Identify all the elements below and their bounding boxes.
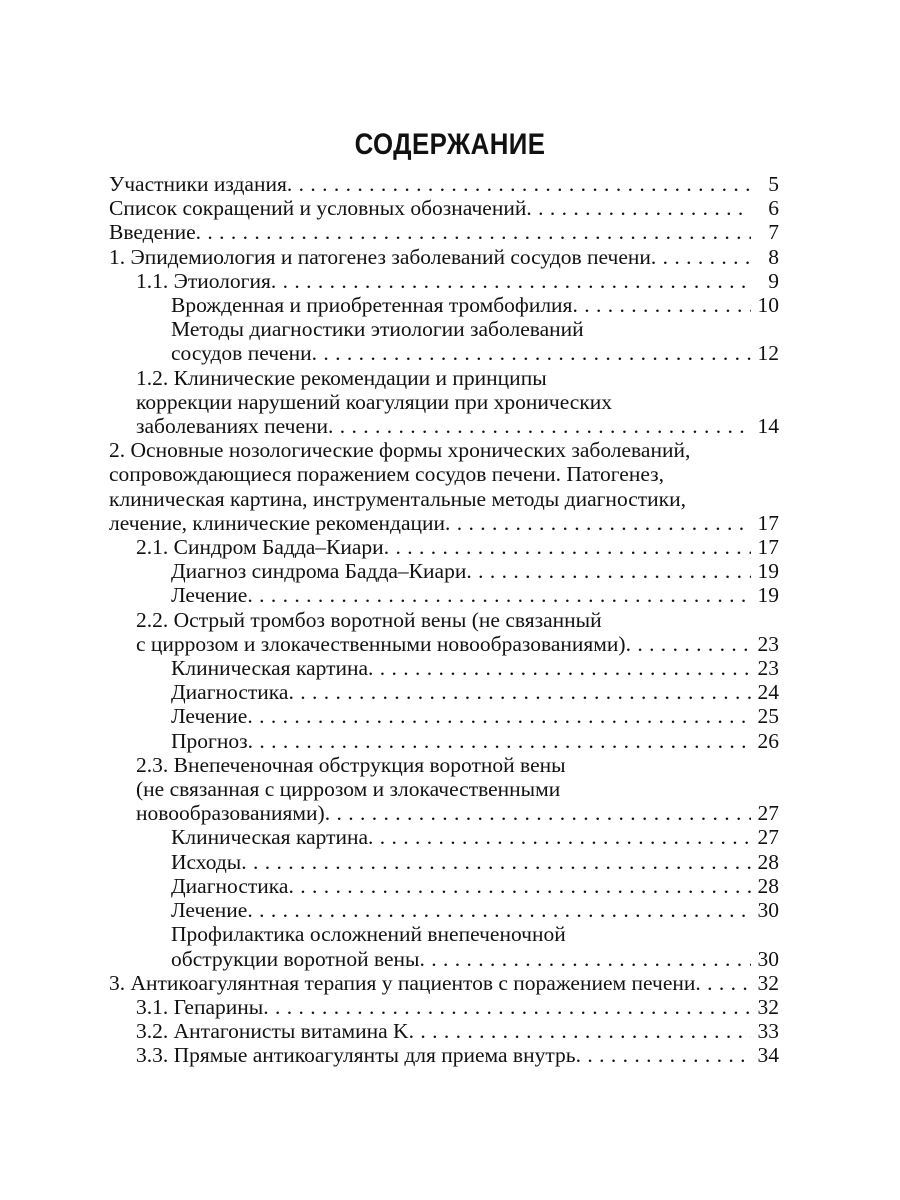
toc-entry-title-line: 2. Основные нозологические формы хронических заболеваний,: [109, 438, 691, 463]
toc-page-number: 32: [757, 970, 779, 995]
toc-page-number: 30: [757, 898, 779, 923]
toc-entry-title-line: Профилактика осложнений внепеченочной: [171, 922, 566, 947]
toc-entry-title-line: с циррозом и злокачественными новообразованиями): [136, 631, 626, 656]
toc-page-number: 19: [757, 583, 779, 608]
dot-leader: [572, 293, 751, 317]
toc-entry-title-line: клиническая картина, инструментальные методы диагностики,: [109, 486, 686, 511]
toc-entry-title-line: новообразованиями): [136, 801, 325, 826]
dot-leader: [576, 1043, 751, 1067]
toc-entry: [109, 874, 779, 898]
toc-entry: [109, 922, 779, 970]
toc-entry-title-line: Участники издания: [109, 172, 287, 196]
toc-page-number: 23: [757, 656, 779, 681]
toc-page-number: 9: [768, 268, 779, 293]
toc-entry: [109, 656, 779, 680]
toc-entry: [109, 971, 779, 995]
toc-entry-title-line: сосудов печени: [171, 341, 312, 366]
dot-leader: [196, 220, 751, 244]
toc-entry: [109, 1019, 779, 1043]
toc-page-number: 25: [757, 704, 779, 729]
toc-entry-title-line: Лечение: [171, 583, 248, 608]
toc-entry-title-line: Прогноз: [171, 728, 248, 753]
dot-leader: [288, 874, 751, 898]
toc-entry-title-line: Клиническая картина: [171, 825, 369, 850]
toc-entry-title-line: Диагностика: [171, 680, 289, 705]
toc-page-number: 8: [768, 244, 779, 269]
dot-leader: [288, 680, 751, 704]
toc-entry-title-line: Лечение: [171, 704, 248, 729]
toc-entry: [109, 196, 779, 220]
dot-leader: [695, 971, 751, 995]
toc-entry: [109, 269, 779, 293]
dot-leader: [247, 704, 751, 728]
dot-leader: [312, 341, 751, 365]
toc-page-number: 17: [757, 510, 779, 535]
toc-entry: [109, 317, 779, 365]
dot-leader: [328, 414, 751, 438]
toc-page-number: 5: [768, 172, 779, 196]
table-of-contents: [109, 172, 779, 1068]
toc-entry: [109, 293, 779, 317]
toc-entry: [109, 850, 779, 874]
toc-entry: [109, 559, 779, 583]
dot-leader: [248, 729, 751, 753]
toc-page-number: 26: [757, 728, 779, 753]
dot-leader: [384, 535, 751, 559]
toc-page-number: 28: [757, 849, 779, 874]
page-title: СОДЕРЖАНИЕ: [354, 128, 546, 161]
toc-entry: [109, 729, 779, 753]
toc-entry-title-line: Лечение: [171, 898, 248, 923]
toc-entry: [109, 680, 779, 704]
dot-leader: [419, 947, 751, 971]
dot-leader: [247, 898, 751, 922]
toc-entry-title-line: заболеваниях печени: [136, 414, 329, 439]
toc-entry-title-line: 2.1. Синдром Бадда–Киари: [136, 535, 384, 560]
toc-entry-title-line: Исходы: [171, 849, 242, 874]
toc-page-number: 34: [757, 1043, 779, 1068]
toc-entry: [109, 583, 779, 607]
toc-entry-title-line: Список сокращений и условных обозначений: [109, 196, 527, 221]
toc-entry: [109, 245, 779, 269]
toc-page-number: 30: [757, 946, 779, 971]
toc-entry-title-line: 1. Эпидемиология и патогенез заболеваний сосудов печени: [109, 244, 651, 269]
dot-leader: [445, 511, 751, 535]
toc-entry-title-line: 1.2. Клинические рекомендации и принципы: [136, 365, 547, 390]
dot-leader: [409, 1019, 751, 1043]
toc-page-number: 12: [757, 341, 779, 366]
toc-entry-title-line: коррекции нарушений коагуляции при хронических: [136, 389, 613, 414]
toc-page-number: 10: [757, 293, 779, 318]
toc-entry-title-line: Диагноз синдрома Бадда–Киари: [171, 559, 467, 584]
toc-entry: [109, 608, 779, 656]
toc-entry: [109, 172, 779, 196]
toc-entry: [109, 438, 779, 535]
toc-entry-title-line: 2.3. Внепеченочная обструкция воротной вены: [136, 752, 566, 777]
toc-entry-title-line: лечение, клинические рекомендации: [109, 510, 446, 535]
toc-entry-title-line: 1.1. Этиология: [136, 268, 271, 293]
toc-page-number: 23: [757, 631, 779, 656]
toc-entry-title-line: 3.1. Гепарины: [136, 994, 264, 1019]
dot-leader: [287, 172, 751, 196]
dot-leader: [368, 825, 751, 849]
toc-entry-title-line: сопровождающиеся поражением сосудов печени. Патогенез,: [109, 462, 665, 487]
dot-leader: [651, 245, 751, 269]
dot-leader: [466, 559, 751, 583]
toc-entry-title-line: Введение: [109, 220, 196, 245]
toc-page-number: 27: [757, 801, 779, 826]
toc-entry: [109, 1043, 779, 1067]
dot-leader: [263, 995, 751, 1019]
toc-entry: [109, 535, 779, 559]
toc-entry-title-line: 3.2. Антагонисты витамина K: [136, 1019, 409, 1044]
toc-page-number: 14: [757, 414, 779, 439]
dot-leader: [271, 269, 751, 293]
toc-entry: [109, 753, 779, 826]
toc-page-number: 32: [757, 994, 779, 1019]
toc-entry-title-line: 2.2. Острый тромбоз воротной вены (не связанный: [136, 607, 602, 632]
toc-entry: [109, 366, 779, 439]
dot-leader: [626, 632, 751, 656]
toc-entry: [109, 825, 779, 849]
toc-entry-title-line: Диагностика: [171, 873, 289, 898]
toc-entry-title-line: 3. Антикоагулянтная терапия у пациентов с поражением печени: [109, 970, 696, 995]
toc-entry: [109, 220, 779, 244]
toc-page-number: 19: [757, 559, 779, 584]
toc-entry: [109, 995, 779, 1019]
toc-entry-title-line: Врожденная и приобретенная тромбофилия: [171, 293, 573, 318]
toc-entry: [109, 898, 779, 922]
dot-leader: [526, 196, 751, 220]
dot-leader: [325, 801, 751, 825]
dot-leader: [247, 583, 751, 607]
toc-page-number: 7: [768, 220, 779, 245]
toc-entry-title-line: Клиническая картина: [171, 656, 369, 681]
dot-leader: [241, 850, 751, 874]
toc-entry-title-line: Методы диагностики этиологии заболеваний: [171, 317, 584, 342]
dot-leader: [368, 656, 751, 680]
toc-page-number: 24: [757, 680, 779, 705]
toc-page-number: 33: [757, 1019, 779, 1044]
toc-entry: [109, 704, 779, 728]
toc-page-number: 17: [757, 535, 779, 560]
toc-page-number: 28: [757, 873, 779, 898]
toc-entry-title-line: 3.3. Прямые антикоагулянты для приема внутрь: [136, 1043, 576, 1068]
toc-entry-title-line: обструкции воротной вены: [171, 946, 420, 971]
toc-page-number: 27: [757, 825, 779, 850]
toc-entry-title-line: (не связанная с циррозом и злокачественными: [136, 777, 561, 802]
toc-page-number: 6: [768, 196, 779, 221]
